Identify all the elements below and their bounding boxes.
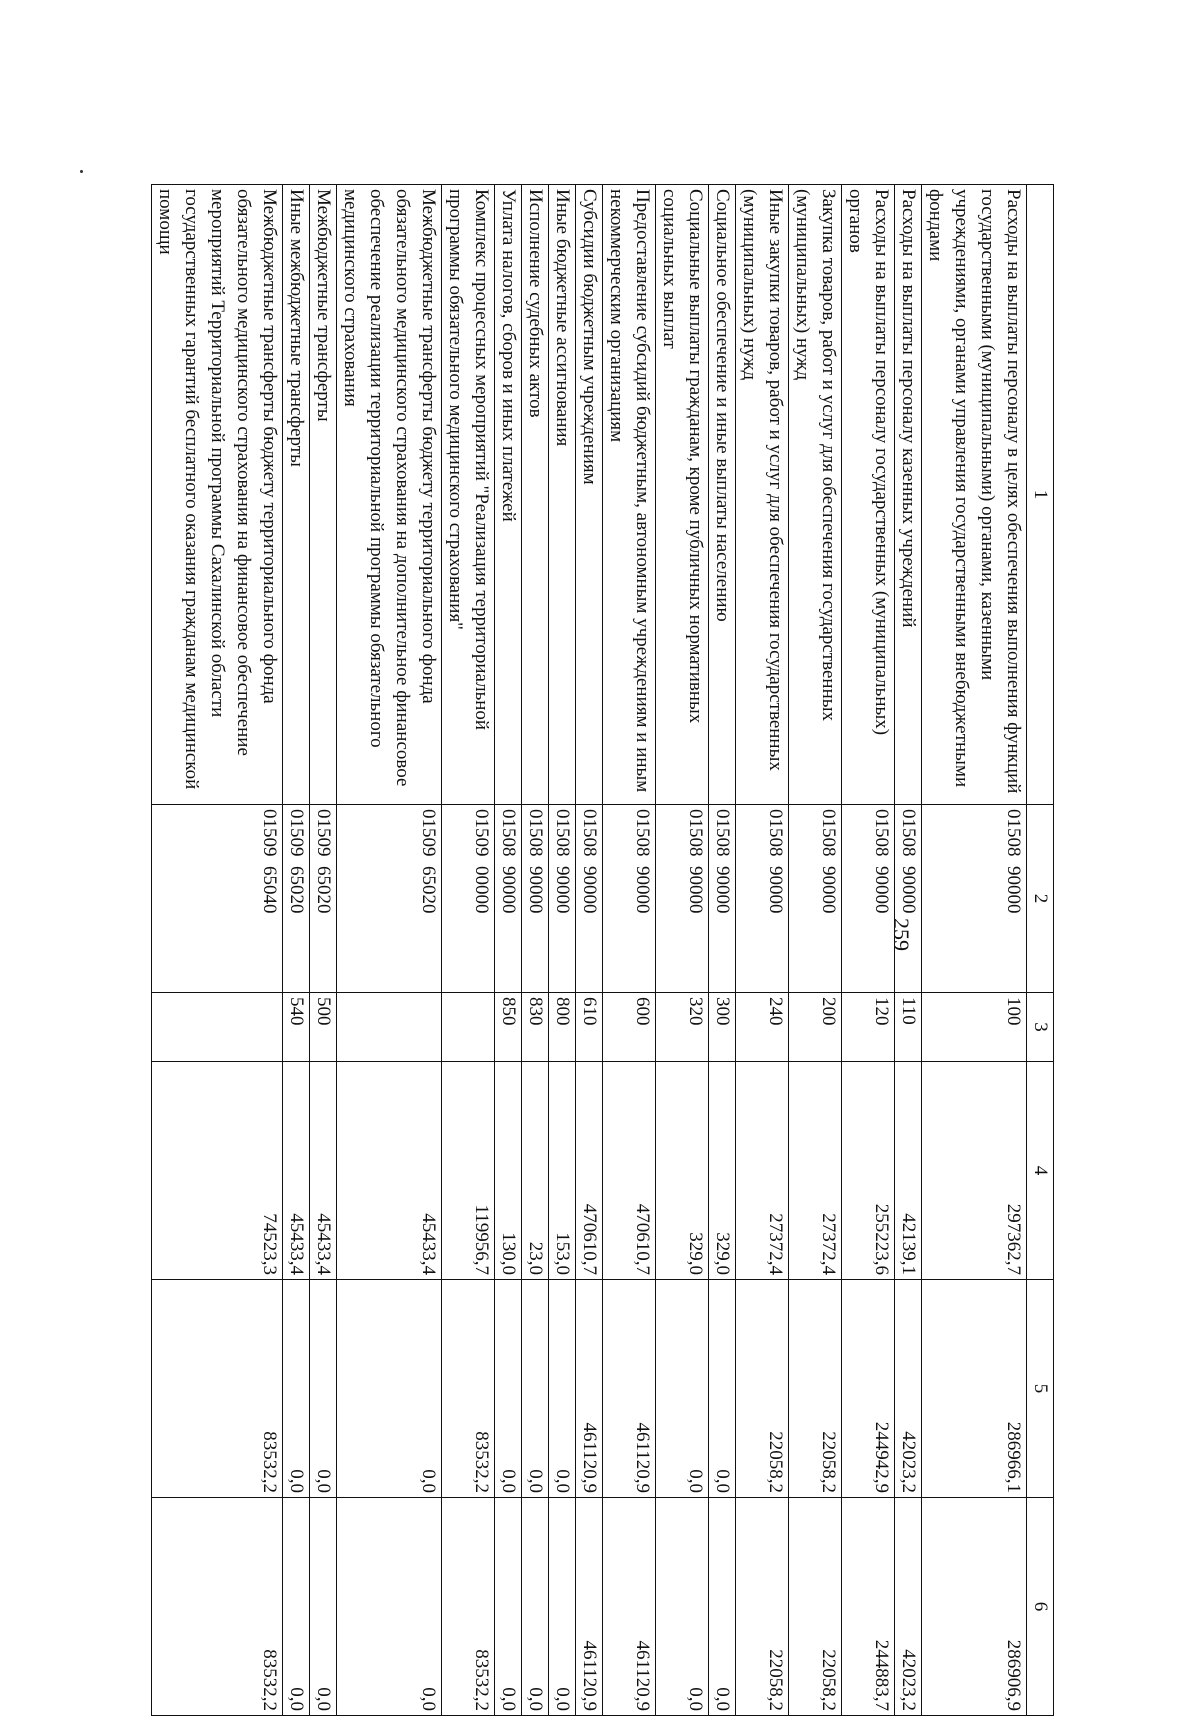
row-code: 01508 90000 bbox=[709, 805, 736, 993]
row-value-6: 0,0 bbox=[709, 1498, 736, 1716]
row-code: 01508 90000 bbox=[842, 805, 895, 993]
table-row bbox=[337, 185, 442, 1716]
row-value-6: 244883,7 bbox=[842, 1498, 895, 1716]
row-name: Межбюджетные трансферты бюджету территориального фонда обязательного медицинского страхования на дополнительное финансовое обеспечение реализации территориальной программы обязательного медицинского страхования bbox=[337, 185, 442, 805]
table-row bbox=[283, 185, 310, 1716]
header-row bbox=[1027, 185, 1054, 1716]
table-row bbox=[442, 185, 495, 1716]
row-kvr: 610 bbox=[576, 993, 603, 1062]
row-code: 01508 90000 bbox=[656, 805, 709, 993]
row-name: Социальные выплаты гражданам, кроме публичных нормативных социальных выплат bbox=[656, 185, 709, 805]
row-kvr bbox=[152, 993, 283, 1062]
row-name: Межбюджетные трансферты бюджету территориального фонда обязательного медицинского страхования на финансовое обеспечение мероприятий Территориальной программы Сахалинской области государственных гарантий бесплатного оказания гражданам медицинской помощи bbox=[152, 185, 283, 805]
row-value-4: 297362,7 bbox=[922, 1062, 1027, 1280]
row-value-6: 286906,9 bbox=[922, 1498, 1027, 1716]
row-value-4: 255223,6 bbox=[842, 1062, 895, 1280]
row-value-6: 0,0 bbox=[283, 1498, 310, 1716]
row-name: Предоставление субсидий бюджетным, автономным учреждениям и иным некоммерческим организациям bbox=[603, 185, 656, 805]
row-value-6: 22058,2 bbox=[789, 1498, 842, 1716]
row-kvr: 320 bbox=[656, 993, 709, 1062]
row-value-5: 0,0 bbox=[656, 1280, 709, 1498]
table-row bbox=[656, 185, 709, 1716]
row-value-5: 0,0 bbox=[709, 1280, 736, 1498]
row-value-6: 461120,9 bbox=[576, 1498, 603, 1716]
table-row bbox=[495, 185, 522, 1716]
table-row bbox=[842, 185, 895, 1716]
row-value-5: 0,0 bbox=[495, 1280, 522, 1498]
row-code: 01509 00000 bbox=[442, 805, 495, 993]
row-kvr: 110 bbox=[895, 993, 922, 1062]
row-value-4: 27372,4 bbox=[736, 1062, 789, 1280]
table-row bbox=[549, 185, 576, 1716]
row-value-4: 45433,4 bbox=[283, 1062, 310, 1280]
col-header-3: 3 bbox=[1027, 993, 1054, 1062]
row-value-5: 461120,9 bbox=[603, 1280, 656, 1498]
row-name: Комплекс процессных мероприятий "Реализация территориальной программы обязательного медицинского страхования" bbox=[442, 185, 495, 805]
row-value-6: 42023,2 bbox=[895, 1498, 922, 1716]
row-value-4: 470610,7 bbox=[576, 1062, 603, 1280]
row-code: 01508 90000 bbox=[603, 805, 656, 993]
table-row bbox=[576, 185, 603, 1716]
row-value-5: 0,0 bbox=[522, 1280, 549, 1498]
row-kvr: 500 bbox=[310, 993, 337, 1062]
row-kvr: 120 bbox=[842, 993, 895, 1062]
row-value-5: 0,0 bbox=[310, 1280, 337, 1498]
row-code: 01508 90000 bbox=[789, 805, 842, 993]
col-header-1: 1 bbox=[1027, 185, 1054, 805]
table-row bbox=[152, 185, 283, 1716]
row-name: Расходы на выплаты персоналу в целях обеспечения выполнения функций государственными (муниципальными) органами, казенными учреждениями, органами управления государственными внебюджетными фондами bbox=[922, 185, 1027, 805]
row-kvr bbox=[442, 993, 495, 1062]
row-value-6: 0,0 bbox=[549, 1498, 576, 1716]
row-code: 01508 90000 bbox=[576, 805, 603, 993]
row-value-4: 74523,3 bbox=[152, 1062, 283, 1280]
row-code: 01508 90000 bbox=[549, 805, 576, 993]
col-header-6: 6 bbox=[1027, 1498, 1054, 1716]
table-row bbox=[603, 185, 656, 1716]
row-code: 01508 90000 bbox=[736, 805, 789, 993]
row-value-6: 0,0 bbox=[310, 1498, 337, 1716]
row-kvr: 830 bbox=[522, 993, 549, 1062]
row-kvr: 850 bbox=[495, 993, 522, 1062]
row-value-4: 45433,4 bbox=[337, 1062, 442, 1280]
row-code: 01509 65020 bbox=[283, 805, 310, 993]
page-number: 259 bbox=[889, 918, 914, 951]
row-code: 01509 65040 bbox=[152, 805, 283, 993]
col-header-5: 5 bbox=[1027, 1280, 1054, 1498]
row-kvr bbox=[337, 993, 442, 1062]
row-name: Уплата налогов, сборов и иных платежей bbox=[495, 185, 522, 805]
table-row bbox=[736, 185, 789, 1716]
row-value-4: 470610,7 bbox=[603, 1062, 656, 1280]
row-value-5: 22058,2 bbox=[789, 1280, 842, 1498]
row-value-6: 0,0 bbox=[337, 1498, 442, 1716]
row-value-6: 22058,2 bbox=[736, 1498, 789, 1716]
row-value-4: 119956,7 bbox=[442, 1062, 495, 1280]
row-value-6: 83532,2 bbox=[442, 1498, 495, 1716]
row-value-4: 153,0 bbox=[549, 1062, 576, 1280]
row-value-6: 0,0 bbox=[522, 1498, 549, 1716]
row-name: Исполнение судебных актов bbox=[522, 185, 549, 805]
row-code: 01508 90000 bbox=[895, 805, 922, 993]
row-name: Иные закупки товаров, работ и услуг для обеспечения государственных (муниципальных) нужд bbox=[736, 185, 789, 805]
row-value-6: 0,0 bbox=[495, 1498, 522, 1716]
table-row bbox=[310, 185, 337, 1716]
row-value-5: 461120,9 bbox=[576, 1280, 603, 1498]
row-kvr: 200 bbox=[789, 993, 842, 1062]
table-row bbox=[895, 185, 922, 1716]
table-row bbox=[789, 185, 842, 1716]
row-value-5: 286966,1 bbox=[922, 1280, 1027, 1498]
table-row bbox=[922, 185, 1027, 1716]
row-value-4: 27372,4 bbox=[789, 1062, 842, 1280]
row-kvr: 240 bbox=[736, 993, 789, 1062]
row-code: 01508 90000 bbox=[522, 805, 549, 993]
row-value-4: 23,0 bbox=[522, 1062, 549, 1280]
row-name: Иные бюджетные ассигнования bbox=[549, 185, 576, 805]
col-header-2: 2 bbox=[1027, 805, 1054, 993]
row-value-4: 329,0 bbox=[709, 1062, 736, 1280]
col-header-4: 4 bbox=[1027, 1062, 1054, 1280]
table-row bbox=[709, 185, 736, 1716]
row-value-5: 42023,2 bbox=[895, 1280, 922, 1498]
rotated-table-container bbox=[151, 184, 1054, 1715]
row-value-5: 0,0 bbox=[337, 1280, 442, 1498]
row-kvr: 540 bbox=[283, 993, 310, 1062]
row-code: 01508 90000 bbox=[922, 805, 1027, 993]
row-value-6: 83532,2 bbox=[152, 1498, 283, 1716]
row-value-5: 0,0 bbox=[549, 1280, 576, 1498]
row-value-4: 329,0 bbox=[656, 1062, 709, 1280]
row-value-4: 42139,1 bbox=[895, 1062, 922, 1280]
row-value-4: 45433,4 bbox=[310, 1062, 337, 1280]
scan-speck bbox=[80, 170, 83, 173]
row-name: Иные межбюджетные трансферты bbox=[283, 185, 310, 805]
row-code: 01509 65020 bbox=[310, 805, 337, 993]
row-kvr: 100 bbox=[922, 993, 1027, 1062]
row-name: Расходы на выплаты персоналу государственных (муниципальных) органов bbox=[842, 185, 895, 805]
row-name: Межбюджетные трансферты bbox=[310, 185, 337, 805]
row-code: 01509 65020 bbox=[337, 805, 442, 993]
row-kvr: 800 bbox=[549, 993, 576, 1062]
table-row bbox=[522, 185, 549, 1716]
row-value-5: 83532,2 bbox=[442, 1280, 495, 1498]
row-value-5: 22058,2 bbox=[736, 1280, 789, 1498]
row-name: Расходы на выплаты персоналу казенных учреждений bbox=[895, 185, 922, 805]
row-value-4: 130,0 bbox=[495, 1062, 522, 1280]
row-name: Субсидии бюджетным учреждениям bbox=[576, 185, 603, 805]
row-name: Закупка товаров, работ и услуг для обеспечения государственных (муниципальных) нужд bbox=[789, 185, 842, 805]
row-kvr: 600 bbox=[603, 993, 656, 1062]
row-value-5: 0,0 bbox=[283, 1280, 310, 1498]
budget-table bbox=[151, 184, 1054, 1716]
row-value-6: 0,0 bbox=[656, 1498, 709, 1716]
row-value-5: 244942,9 bbox=[842, 1280, 895, 1498]
row-code: 01508 90000 bbox=[495, 805, 522, 993]
row-value-6: 461120,9 bbox=[603, 1498, 656, 1716]
row-value-5: 83532,2 bbox=[152, 1280, 283, 1498]
row-kvr: 300 bbox=[709, 993, 736, 1062]
row-name: Социальное обеспечение и иные выплаты населению bbox=[709, 185, 736, 805]
